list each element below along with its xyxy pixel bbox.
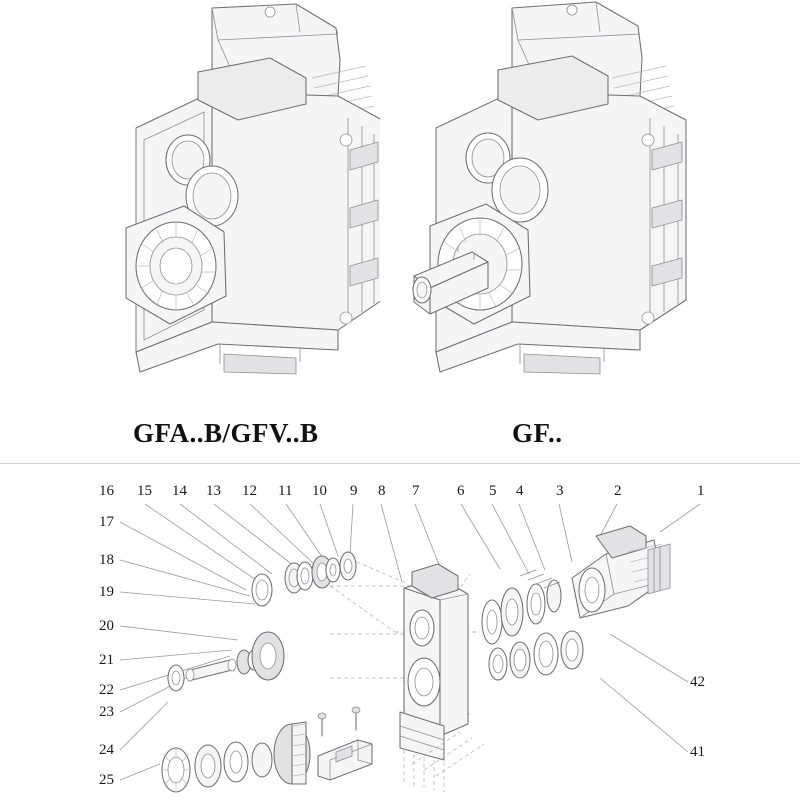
callout-21: 21 xyxy=(99,652,114,668)
callout-1: 1 xyxy=(697,483,705,499)
callout-10: 10 xyxy=(312,483,327,499)
callout-9: 9 xyxy=(350,483,358,499)
callout-4: 4 xyxy=(516,483,524,499)
callout-5: 5 xyxy=(489,483,497,499)
callout-13: 13 xyxy=(206,483,221,499)
callout-12: 12 xyxy=(242,483,257,499)
callout-19: 19 xyxy=(99,584,114,600)
callout-41: 41 xyxy=(690,744,705,760)
callout-6: 6 xyxy=(457,483,465,499)
callout-7: 7 xyxy=(412,483,420,499)
callout-14: 14 xyxy=(172,483,187,499)
callout-16: 16 xyxy=(99,483,114,499)
callout-8: 8 xyxy=(378,483,386,499)
callout-2: 2 xyxy=(614,483,622,499)
callout-18: 18 xyxy=(99,552,114,568)
callout-23: 23 xyxy=(99,704,114,720)
callout-17: 17 xyxy=(99,514,114,530)
gearbox-housing-left xyxy=(100,0,380,395)
callout-11: 11 xyxy=(278,483,293,499)
callout-20: 20 xyxy=(99,618,114,634)
caption-right-model: GF.. xyxy=(512,418,563,448)
caption-left-model: GFA..B/GFV..B xyxy=(133,418,319,448)
gearbox-housing-right-with-shaft xyxy=(400,0,700,395)
callout-42: 42 xyxy=(690,674,705,690)
callout-24: 24 xyxy=(99,742,114,758)
callout-3: 3 xyxy=(556,483,564,499)
exploded-assembly-view xyxy=(0,464,800,800)
callout-22: 22 xyxy=(99,682,114,698)
callout-25: 25 xyxy=(99,772,114,788)
callout-15: 15 xyxy=(137,483,152,499)
